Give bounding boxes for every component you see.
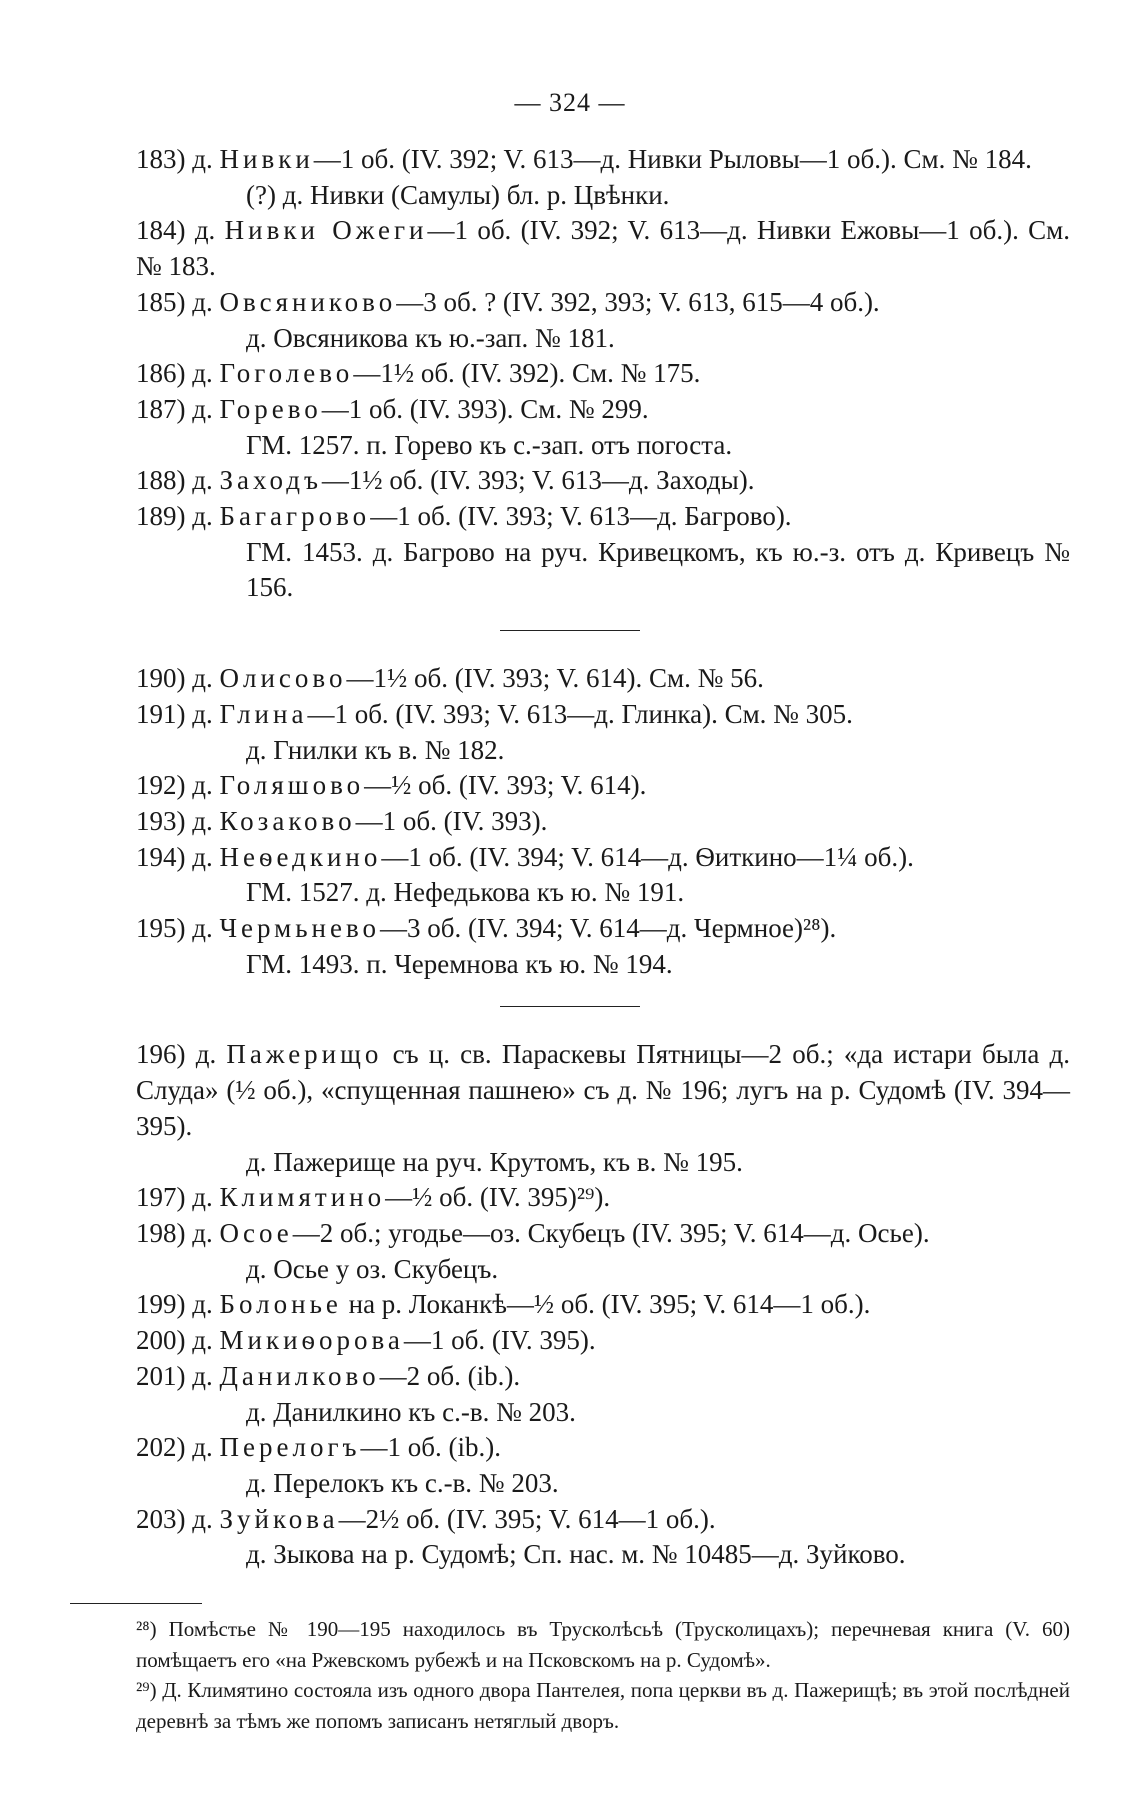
entry-prefix: д. bbox=[192, 698, 213, 729]
entry bbox=[70, 356, 1070, 392]
entry-details: —1 об. (IV. 393). См. № 299. bbox=[321, 393, 649, 424]
entry-number: 201) bbox=[136, 1360, 186, 1391]
entry-number: 203) bbox=[136, 1503, 186, 1534]
entry-note: д. Пажерище на руч. Крутомъ, къ в. № 195. bbox=[246, 1146, 743, 1177]
entry-number: 199) bbox=[136, 1289, 186, 1320]
page-number: — 324 — bbox=[514, 88, 626, 117]
place-name: Горево bbox=[219, 393, 322, 424]
entry-group-2 bbox=[70, 661, 1070, 982]
entry-details: на р. Локанкѣ—½ об. (IV. 395; V. 614—1 об.). bbox=[348, 1289, 871, 1320]
entry bbox=[70, 142, 1070, 178]
entry bbox=[70, 1502, 1070, 1538]
place-name: Олисово bbox=[219, 663, 347, 694]
place-name: Нивки Ожеги bbox=[224, 215, 428, 246]
entry-details: —1 об. (IV. 394; V. 614—д. Ѳиткино—1¼ об.). bbox=[381, 841, 914, 872]
entry-prefix: д. bbox=[194, 215, 216, 246]
entry bbox=[70, 768, 1070, 804]
entry-details: —½ об. (IV. 393; V. 614). bbox=[364, 770, 647, 801]
entry-details: —1 об. (IV. 395). bbox=[403, 1325, 596, 1356]
entry-details: —1 об. (IV. 392; V. 613—д. Нивки Рыловы—1 об.). См. № 184. bbox=[313, 144, 1032, 174]
entry-prefix: д. bbox=[192, 1325, 213, 1356]
entry-number: 195) bbox=[136, 913, 186, 944]
place-name: Нивки bbox=[219, 144, 314, 174]
entry-details: —3 об. ? (IV. 392, 393; V. 613, 615—4 об.). bbox=[396, 286, 880, 317]
entry-number: 196) bbox=[136, 1039, 186, 1070]
place-name: Гоголево bbox=[219, 358, 354, 389]
place-name: Микиѳорова bbox=[219, 1325, 404, 1356]
entry-prefix: д. bbox=[192, 770, 213, 801]
entry-details: —1½ об. (IV. 392). См. № 175. bbox=[353, 358, 701, 389]
footnote-28: ²⁸) Помѣстье № 190—195 находилось въ Трусколѣсьѣ (Трусколицахъ); перечневая книга (V. 60) помѣщаетъ его «на Ржевскомъ рубежѣ и на Псковскомъ на р. Судомѣ». bbox=[136, 1617, 1070, 1672]
entry bbox=[70, 1180, 1070, 1216]
place-name: Козаково bbox=[219, 805, 356, 836]
entry-prefix: д. bbox=[192, 1289, 213, 1320]
entry-prefix: д. bbox=[192, 501, 213, 532]
entry-number: 190) bbox=[136, 663, 186, 694]
entry-group-3 bbox=[70, 1037, 1070, 1573]
entry-number: 194) bbox=[136, 841, 186, 872]
entry-note: ГМ. 1493. п. Черемнова къ ю. № 194. bbox=[246, 948, 673, 979]
entry-number: 200) bbox=[136, 1325, 186, 1356]
entry-prefix: д. bbox=[192, 358, 213, 389]
entry bbox=[70, 463, 1070, 499]
place-name: Глина bbox=[219, 698, 308, 729]
entry-details: —1 об. (ib.). bbox=[360, 1432, 501, 1463]
entry-details: —1 об. (IV. 392; V. 613—д. Нивки Ежовы—1 об.). См. № 183. bbox=[136, 215, 1071, 282]
entry bbox=[70, 1216, 1070, 1252]
place-name: Зуйкова bbox=[219, 1503, 339, 1534]
entry-note: д. Данилкино къ с.-в. № 203. bbox=[246, 1396, 576, 1427]
entry-details: —2 об. (ib.). bbox=[379, 1360, 521, 1391]
place-name: Овсяниково bbox=[219, 286, 397, 317]
entry-number: 186) bbox=[136, 358, 186, 389]
entry bbox=[70, 499, 1070, 535]
place-name: Чермьнево bbox=[219, 913, 381, 944]
entry-number: 197) bbox=[136, 1182, 186, 1213]
entry-prefix: д. bbox=[192, 913, 213, 944]
entry-prefix: д. bbox=[192, 1182, 213, 1213]
entry-number: 202) bbox=[136, 1432, 186, 1463]
entry bbox=[70, 1287, 1070, 1323]
place-name: Климятино bbox=[219, 1182, 386, 1213]
entry bbox=[70, 840, 1070, 876]
footnote-divider bbox=[70, 1603, 202, 1604]
place-name: Голяшово bbox=[219, 770, 365, 801]
entry bbox=[70, 911, 1070, 947]
entry-number: 183) bbox=[136, 144, 186, 174]
entry-prefix: д. bbox=[192, 393, 213, 424]
entry-note: д. Зыкова на р. Судомѣ; Сп. нас. м. № 10485—д. Зуйково. bbox=[246, 1539, 906, 1570]
place-name: Пажерищо bbox=[226, 1039, 383, 1070]
entry-note: ГМ. 1257. п. Горево къ с.-зап. отъ погоста. bbox=[246, 429, 733, 460]
entry-details: —1½ об. (IV. 393; V. 614). См. № 56. bbox=[346, 663, 764, 694]
place-name: Багагрово bbox=[219, 501, 371, 532]
entry-details: —2½ об. (IV. 395; V. 614—1 об.). bbox=[338, 1503, 716, 1534]
entry-number: 187) bbox=[136, 393, 186, 424]
entry-number: 185) bbox=[136, 286, 186, 317]
entry-number: 192) bbox=[136, 770, 186, 801]
entry-number: 189) bbox=[136, 501, 186, 532]
entry-details: съ ц. св. Параскевы Пятницы—2 об.; «да истари была д. Слуда» (½ об.), «спущенная пашнею» съ д. № 196; лугъ на р. Судомѣ (IV. 394—395). bbox=[136, 1039, 1071, 1141]
entry-prefix: д. bbox=[192, 286, 213, 317]
page-body bbox=[70, 142, 1070, 1736]
entry-prefix: д. bbox=[192, 144, 213, 174]
entry bbox=[70, 1359, 1070, 1395]
entry bbox=[70, 213, 1070, 284]
entry-note: д. Овсяникова къ ю.-зап. № 181. bbox=[246, 322, 615, 353]
entry-prefix: д. bbox=[192, 1217, 213, 1248]
place-name: Заходъ bbox=[219, 465, 322, 496]
entry bbox=[70, 392, 1070, 428]
place-name: Осое bbox=[219, 1217, 293, 1248]
entry-prefix: д. bbox=[192, 465, 213, 496]
entry-note: д. Осье у оз. Скубецъ. bbox=[246, 1253, 499, 1284]
entry bbox=[70, 1430, 1070, 1466]
entry bbox=[70, 1037, 1070, 1144]
entry bbox=[70, 697, 1070, 733]
entry-note: (?) д. Нивки (Самулы) бл. р. Цвѣнки. bbox=[246, 179, 670, 210]
entry-number: 188) bbox=[136, 465, 186, 496]
section-divider bbox=[500, 1006, 640, 1007]
entry-prefix: д. bbox=[192, 1360, 213, 1391]
entry-note: ГМ. 1527. д. Нефедькова къ ю. № 191. bbox=[246, 877, 685, 908]
entry-prefix: д. bbox=[195, 1039, 217, 1070]
entry-note: д. Перелокъ къ с.-в. № 203. bbox=[246, 1467, 559, 1498]
section-divider bbox=[500, 630, 640, 631]
entry-group-1 bbox=[70, 142, 1070, 606]
entry bbox=[70, 285, 1070, 321]
footnote-29: ²⁹) Д. Климятино состояла изъ одного двора Пантелея, попа церкви въ д. Пажерищѣ; въ этой послѣдней деревнѣ за тѣмъ же попомъ записанъ нетяглый дворъ. bbox=[136, 1678, 1070, 1733]
entry-prefix: д. bbox=[192, 1432, 213, 1463]
place-name: Перелогъ bbox=[219, 1432, 361, 1463]
entry-number: 191) bbox=[136, 698, 186, 729]
entry bbox=[70, 1323, 1070, 1359]
entry-details: —2 об.; угодье—оз. Скубецъ (IV. 395; V. 614—д. Осье). bbox=[292, 1217, 930, 1248]
entry-details: —½ об. (IV. 395)²⁹). bbox=[385, 1182, 611, 1213]
entry bbox=[70, 804, 1070, 840]
entry-note: д. Гнилки къ в. № 182. bbox=[246, 734, 505, 765]
place-name: Данилково bbox=[219, 1360, 380, 1391]
entry-prefix: д. bbox=[192, 663, 213, 694]
place-name: Болонье bbox=[219, 1289, 342, 1320]
entry-details: —1½ об. (IV. 393; V. 613—д. Заходы). bbox=[321, 465, 755, 496]
entry-details: —3 об. (IV. 394; V. 614—д. Чермное)²⁸). bbox=[380, 913, 837, 944]
entry-details: —1 об. (IV. 393; V. 613—д. Глинка). См. № 305. bbox=[307, 698, 853, 729]
place-name: Неѳедкино bbox=[219, 841, 382, 872]
entry-prefix: д. bbox=[192, 1503, 213, 1534]
entry-details: —1 об. (IV. 393; V. 613—д. Багрово). bbox=[370, 501, 792, 532]
entry bbox=[70, 661, 1070, 697]
entry-number: 184) bbox=[136, 215, 186, 246]
entry-number: 193) bbox=[136, 805, 186, 836]
entry-note: ГМ. 1453. д. Багрово на руч. Кривецкомъ, къ ю.-з. отъ д. Кривецъ № 156. bbox=[246, 536, 1070, 603]
entry-number: 198) bbox=[136, 1217, 186, 1248]
entry-prefix: д. bbox=[192, 805, 213, 836]
entry-prefix: д. bbox=[192, 841, 213, 872]
entry-details: —1 об. (IV. 393). bbox=[355, 805, 548, 836]
